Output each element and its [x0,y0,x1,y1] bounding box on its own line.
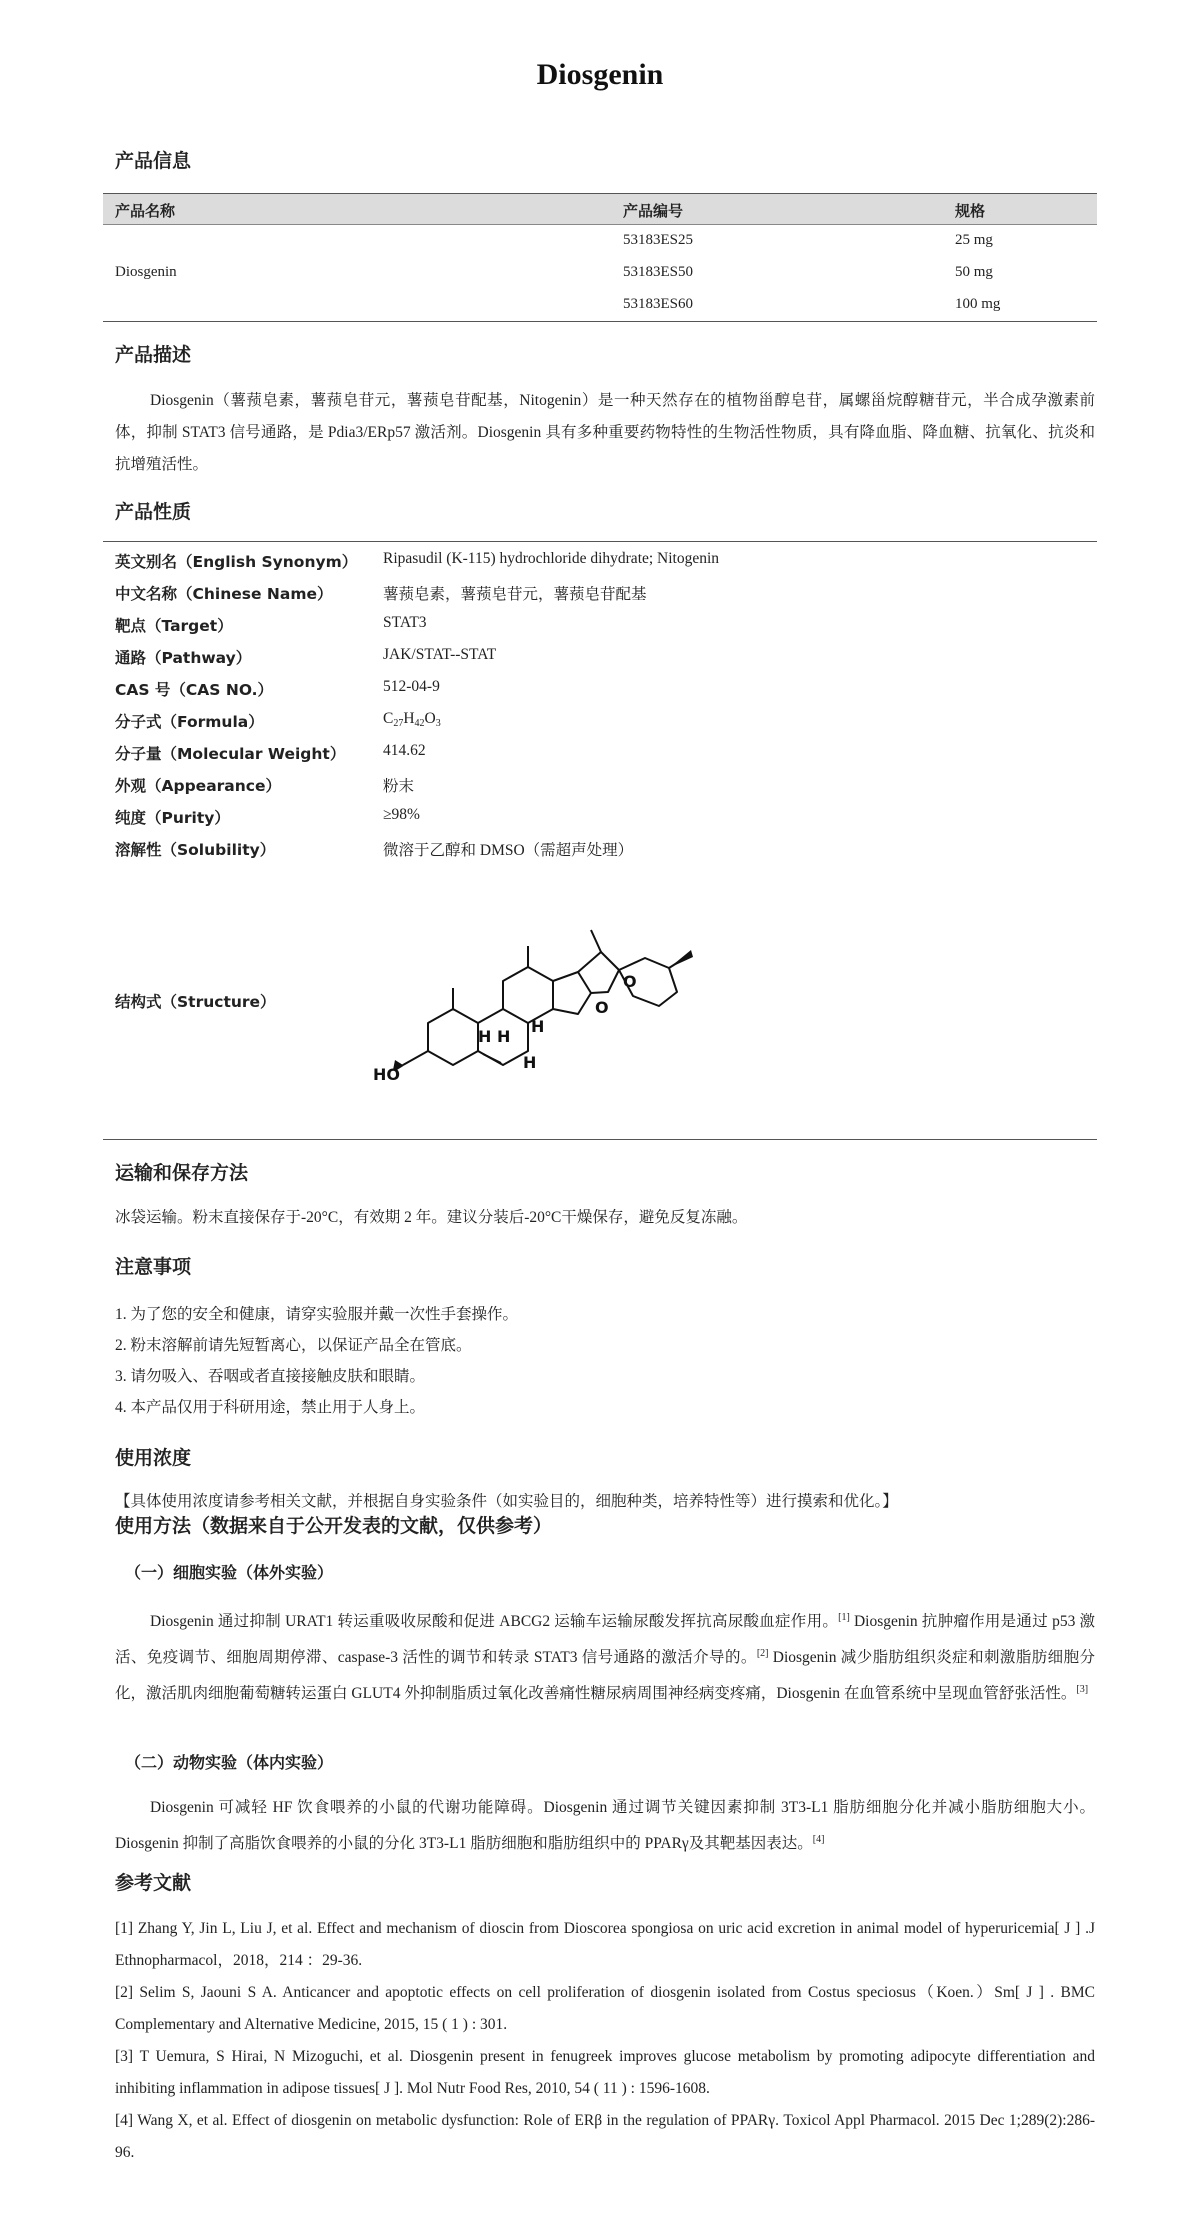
table-bottom-rule [103,321,1097,322]
usage-heading: 使用方法（数据来自于公开发表的文献，仅供参考） [115,1515,553,1537]
property-label: CAS 号（CAS NO.） [115,681,274,699]
animal-experiment-text: Diosgenin 可减轻 HF 饮食喂养的小鼠的代谢功能障碍。Diosgenin 通过调节关键因素抑制 3T3-L1 脂肪细胞分化并减小脂肪细胞大小。Diosgenin 抑制了高脂饮食喂养的小鼠的分化 3T3-L1 脂肪细胞和脂肪组织中的 PPARγ及其靶基因表达。[4] [115,1799,1095,1853]
product-spec-cell: 50 mg [955,264,993,280]
structure-image [373,910,803,1110]
svg-text:O: O [595,998,609,1017]
property-row [103,672,1097,704]
property-value: ≥98% [383,806,420,823]
property-label: 中文名称（Chinese Name） [115,585,333,603]
product-table-header [103,193,1097,225]
storage-heading: 运输和保存方法 [115,1162,249,1184]
svg-text:H: H [497,1027,511,1046]
reference-item: [3] T Uemura, S Hirai, N Mizoguchi, et al. Diosgenin present in fenugreek improves glucose metabolism by promoting adipocyte differentiation and inhibiting inflammation in adipose tissues[ J ]. Mol Nutr Food Res, 2010, 54 ( 11 ) : 1596-1608. [115,2048,1095,2097]
product-code-cell: 53183ES50 [623,264,694,280]
property-value: 薯蓣皂素，薯蓣皂苷元，薯蓣皂苷配基 [383,586,647,603]
reference-item: [2] Selim S, Jaouni S A. Anticancer and apoptotic effects on cell proliferation of diosgenin isolated from Costus speciosus（Koen.）Sm[ J ] . BMC Complementary and Alternative Medicine, 2015, 15 ( 1 ) : 301. [115,1984,1095,2033]
property-label: 溶解性（Solubility） [115,841,276,859]
storage-text: 冰袋运输。粉末直接保存于-20°C，有效期 2 年。建议分装后-20°C干燥保存，避免反复冻融。 [115,1209,748,1226]
list-item: 2. 粉末溶解前请先短暂离心，以保证产品全在管底。 [115,1337,472,1354]
list-item: 4. 本产品仅用于科研用途，禁止用于人身上。 [115,1399,426,1416]
properties-heading: 产品性质 [115,501,192,523]
svg-text:HO: HO [373,1065,400,1084]
svg-text:H: H [531,1017,545,1036]
property-value: STAT3 [383,614,427,631]
product-code-cell: 53183ES25 [623,232,694,248]
concentration-text: 【具体使用浓度请参考相关文献，并根据自身实验条件（如实验目的，细胞种类，培养特性等）进行摸索和优化。】 [115,1493,898,1510]
property-label: 英文别名（English Synonym） [115,553,358,571]
property-label: 纯度（Purity） [115,809,230,827]
list-item: 3. 请勿吸入、吞咽或者直接接触皮肤和眼睛。 [115,1368,426,1385]
property-value: JAK/STAT--STAT [383,646,497,663]
property-value: 512-04-9 [383,678,440,695]
property-row [103,608,1097,640]
property-row [103,640,1097,672]
formula-value: C27H42O3 [383,710,441,729]
header-spec: 规格 [955,202,986,220]
property-row [103,544,1097,576]
properties-bottom-rule [103,1139,1097,1140]
property-label: 分子式（Formula） [115,713,264,731]
product-name-cell: Diosgenin [115,264,177,280]
product-code-cell: 53183ES60 [623,296,694,312]
reference-item: [1] Zhang Y, Jin L, Liu J, et al. Effect and mechanism of dioscin from Dioscorea spongiosa on uric acid excretion in animal model of hyperuricemia[ J ] .J Ethnopharmacol，2018，214 ：29-36. [115,1920,1095,1969]
property-value: Ripasudil (K-115) hydrochloride dihydrate; Nitogenin [383,550,720,567]
header-product-name: 产品名称 [115,202,176,220]
property-row [103,768,1097,800]
property-label: 通路（Pathway） [115,649,252,667]
property-row [103,704,1097,736]
structure-label: 结构式（Structure） [115,993,276,1011]
animal-experiment-heading: （二）动物实验（体内实验） [125,1753,334,1772]
property-value: 粉末 [383,778,415,795]
product-spec-cell: 100 mg [955,296,1001,312]
product-spec-cell: 25 mg [955,232,993,248]
description-heading: 产品描述 [115,344,192,366]
cell-experiment-heading: （一）细胞实验（体外实验） [125,1563,334,1582]
property-value: 微溶于乙醇和 DMSO（需超声处理） [383,842,634,859]
product-info-heading: 产品信息 [115,150,192,172]
references-heading: 参考文献 [115,1872,192,1894]
concentration-heading: 使用浓度 [115,1447,192,1469]
property-row [103,800,1097,832]
property-label: 外观（Appearance） [115,777,281,795]
header-product-code: 产品编号 [623,202,684,220]
description-text: Diosgenin（薯蓣皂素，薯蓣皂苷元，薯蓣皂苷配基，Nitogenin）是一种天然存在的植物甾醇皂苷，属螺甾烷醇糖苷元，半合成孕激素前体，抑制 STAT3 信号通路，是 Pdia3/ERp57 激活剂。Diosgenin 具有多种重要药物特性的生物活性物质，具有降血脂、降血糖、抗氧化、抗炎和抗增殖活性。 [115,392,1095,473]
property-row [103,832,1097,864]
property-row [103,576,1097,608]
page-title: Diosgenin [536,58,664,91]
notes-heading: 注意事项 [115,1256,192,1278]
reference-item: [4] Wang X, et al. Effect of diosgenin on metabolic dysfunction: Role of ERβ in the regulation of PPARγ. Toxicol Appl Pharmacol. 2015 Dec 1;289(2):286-96. [115,2112,1095,2161]
svg-text:O: O [623,972,637,991]
property-label: 分子量（Molecular Weight） [115,745,346,763]
svg-text:H: H [523,1053,537,1072]
property-row [103,736,1097,768]
cell-experiment-text: Diosgenin 通过抑制 URAT1 转运重吸收尿酸和促进 ABCG2 运输车运输尿酸发挥抗高尿酸血症作用。[1] Diosgenin 抗肿瘤作用是通过 p53 激活、免疫调节、细胞周期停滞、caspase-3 活性的调节和转录 STAT3 信号通路的激活介导的。[2] Diosgenin 减少脂肪组织炎症和刺激脂肪细胞分化，激活肌肉细胞葡萄糖转运蛋白 GLUT4 外抑制脂质过氧化改善痛性糖尿病周围神经病变疼痛，Diosgenin 在血管系统中呈现血管舒张活性。[3] [115,1612,1096,1703]
list-item: 1. 为了您的安全和健康，请穿实验服并戴一次性手套操作。 [115,1306,519,1323]
property-label: 靶点（Target） [115,617,233,635]
property-value: 414.62 [383,742,426,759]
svg-text:H: H [478,1027,492,1046]
properties-top-rule [103,541,1097,542]
